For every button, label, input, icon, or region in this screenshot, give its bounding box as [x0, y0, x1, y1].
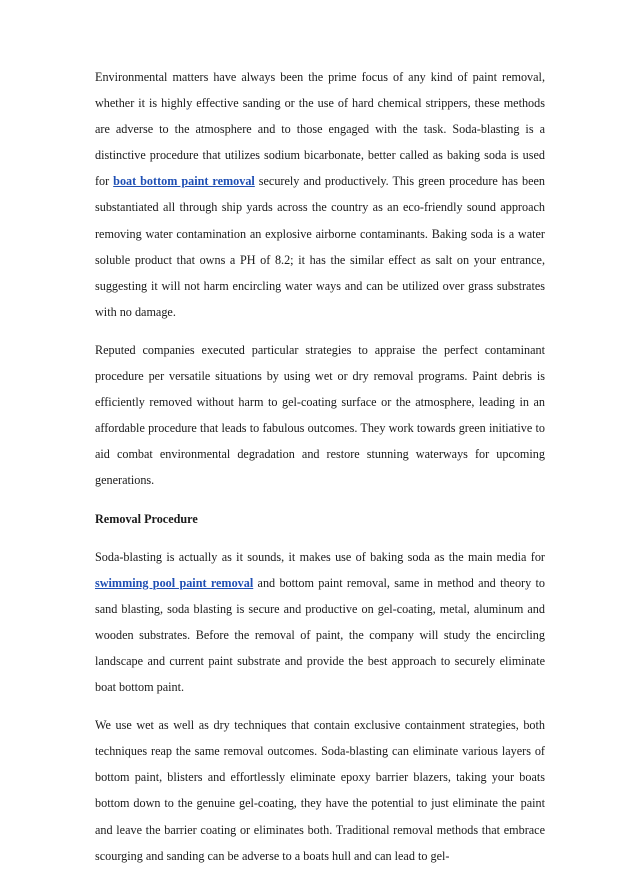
- section-heading-removal-procedure: Removal Procedure: [95, 511, 198, 526]
- paragraph-procedure-text-start: Soda-blasting is actually as it sounds, it makes use of baking soda as the main media for: [95, 549, 545, 564]
- paragraph-techniques: We use wet as well as dry techniques that contain exclusive containment strategies, both techniques reap the same removal outcomes. Soda-blasting can eliminate various layers of bottom paint, blisters and effortlessly eliminate epoxy barrier blazers, taking your boats bottom down to the genuine gel-coating, they have the potential to just eliminate the paint and leave the barrier coating or eliminates both. Traditional removal methods that embrace scourging and sanding can be adverse to a boats hull and can lead to gel-: [95, 718, 545, 863]
- paragraph-intro: [95, 64, 545, 325]
- paragraph-intro-text-start: Environmental matters have always been the prime focus of any kind of paint removal, whether it is highly effective sanding or the use of hard chemical strippers, these methods are adverse to the atmosphere and to those engaged with the task. Soda-blasting is a distinctive procedure that utilizes sodium bicarbonate, better called as baking soda is used for: [95, 70, 545, 189]
- document-page: [95, 64, 545, 881]
- paragraph-procedure-text-end: and bottom paint removal, same in method and theory to sand blasting, soda blasting is secure and productive on gel-coating, metal, aluminum and wooden substrates. Before the removal of paint, the company will study the encircling landscape and current paint substrate and provide the best approach to securely eliminate boat bottom paint.: [95, 575, 545, 695]
- paragraph-companies: Reputed companies executed particular strategies to appraise the perfect contaminant procedure per versatile situations by using wet or dry removal programs. Paint debris is efficiently removed without harm to gel-coating surface or the atmosphere, leading in an affordable procedure that leads to fabulous outcomes. They work towards green initiative to aid combat environmental degradation and restore stunning waterways for upcoming generations.: [95, 342, 545, 488]
- boat-bottom-paint-removal-link[interactable]: boat bottom paint removal: [113, 174, 255, 189]
- paragraph-procedure: [95, 544, 545, 701]
- swimming-pool-paint-removal-link[interactable]: swimming pool paint removal: [95, 575, 254, 590]
- paragraph-intro-text-end: securely and productively. This green procedure has been substantiated all through ship yards across the country as an eco-friendly sound approach removing water contamination an explosive airborne contaminants. Baking soda is a water soluble product that owns a PH of 8.2; it has the similar effect as salt on your entrance, suggesting it will not harm encircling water ways and can be utilized over grass substrates with no damage.: [95, 174, 545, 319]
